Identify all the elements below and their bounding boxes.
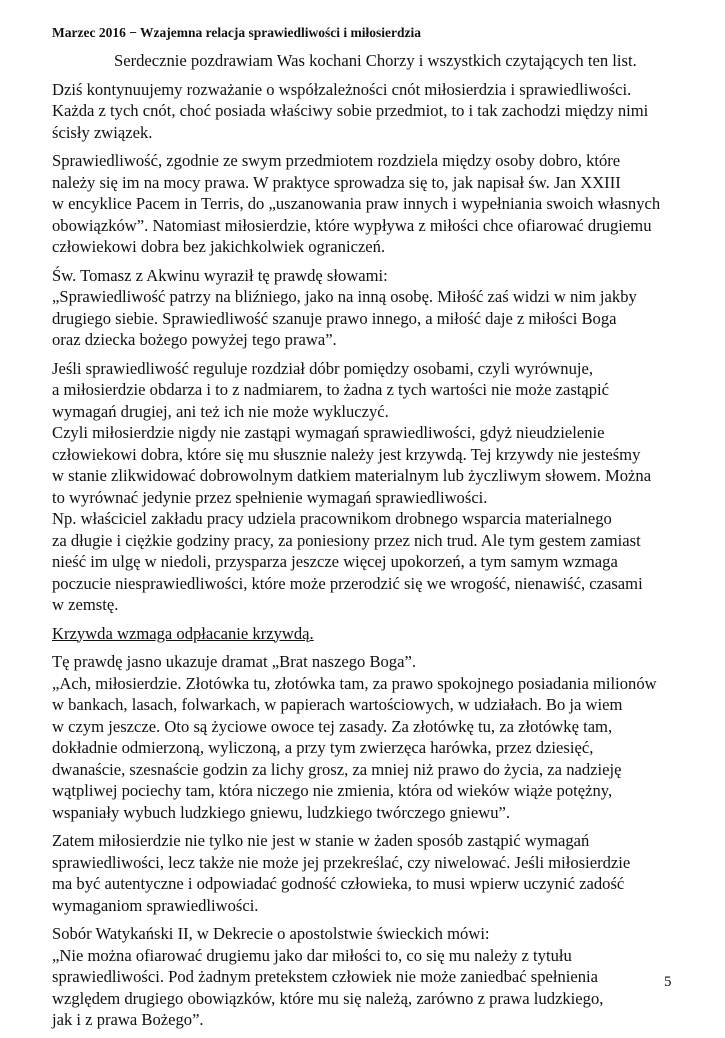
text-line: Sprawiedliwość, zgodnie ze swym przedmiotem rozdziela między osoby dobro, które	[52, 151, 621, 170]
paragraph	[52, 651, 692, 823]
paragraph	[52, 79, 692, 144]
text-line: obowiązków”. Natomiast miłosierdzie, które wypływa z miłości chce ofiarować drugiemu	[52, 215, 652, 235]
text-line: w czym jeszcze. Oto są życiowe owoce tej zasady. Za złotówkę tu, za złotówkę tam,	[52, 716, 613, 736]
text-line: Np. właściciel zakładu pracy udziela pracownikom drobnego wsparcia materialnego	[52, 509, 612, 528]
text-line: Zatem miłosierdzie nie tylko nie jest w stanie w żaden sposób zastąpić wymagań	[52, 831, 590, 850]
underlined-text: Krzywda wzmaga odpłacanie krzywdą.	[52, 623, 314, 643]
text-line: to wyrównać jedynie przez spełnienie wymagań sprawiedliwości.	[52, 487, 488, 507]
document-header: Marzec 2016 − Wzajemna relacja sprawiedliwości i miłosierdzia	[52, 25, 421, 40]
text-line: w bankach, lasach, folwarkach, w papierach wartościowych, w udziałach. Bo ja wiem	[52, 695, 623, 714]
text-line: sprawiedliwości. Pod żadnym pretekstem człowiek nie może zaniedbać spełnienia	[52, 967, 599, 986]
paragraph	[52, 623, 692, 645]
text-line: wymagań drugiej, ani też ich nie może wykluczyć.	[52, 401, 389, 421]
greeting-text: Serdecznie pozdrawiam Was kochani Chorzy i wszystkich czytających ten list.	[114, 51, 637, 70]
text-line: wspaniały wybuch ludzkiego gniewu, ludzkiego twórczego gniewu”.	[52, 802, 511, 822]
text-line: człowiekowi dobra, które się mu słusznie należy jest krzywdą. Tej krzywdy nie jesteśmy	[52, 444, 641, 464]
paragraph	[52, 265, 692, 351]
text-line: ma być autentyczne i odpowiadać godność człowieka, to musi wpierw uczynić zadość	[52, 874, 625, 893]
text-line: dokładnie odmierzoną, wyliczoną, a przy tym zwierzęca harówka, przez dziesięć,	[52, 738, 594, 757]
text-line: jak i z prawa Bożego”.	[52, 1010, 204, 1029]
greeting-line	[52, 50, 692, 72]
text-line: człowiekowi dobra bez jakichkolwiek ograniczeń.	[52, 237, 386, 256]
text-line: Czyli miłosierdzie nigdy nie zastąpi wymagań sprawiedliwości, gdyż nieudzielenie	[52, 423, 605, 442]
text-line: ścisły związek.	[52, 122, 153, 142]
document-body	[52, 50, 692, 1038]
text-line: drugiego siebie. Sprawiedliwość szanuje prawo innego, a miłość daje z miłości Boga	[52, 308, 617, 328]
text-line: Św. Tomasz z Akwinu wyraził tę prawdę słowami:	[52, 265, 388, 285]
text-line: Każda z tych cnót, choć posiada właściwy sobie przedmiot, to i tak zachodzi między nimi	[52, 101, 649, 120]
text-line: sprawiedliwości, lecz także nie może jej przekreślać, czy niwelować. Jeśli miłosierdzie	[52, 852, 631, 872]
text-line: w zemstę.	[52, 595, 119, 614]
paragraph	[52, 923, 692, 1031]
text-line: a miłosierdzie obdarza i to z nadmiarem, to żadna z tych wartości nie może zastąpić	[52, 380, 610, 399]
text-line: dwanaście, szesnaście godzin za lichy grosz, za mniej niż prawo do życia, za nadzieję	[52, 759, 622, 779]
text-line: „Nie można ofiarować drugiemu jako dar miłości to, co się mu należy z tytułu	[52, 945, 572, 965]
text-line: Dziś kontynuujemy rozważanie o współzależności cnót miłosierdzia i sprawiedliwości.	[52, 79, 632, 99]
text-line: wymaganiom sprawiedliwości.	[52, 895, 259, 915]
text-line: „Sprawiedliwość patrzy na bliźniego, jako na inną osobę. Miłość zaś widzi w nim jakby	[52, 287, 637, 306]
text-line: „Ach, miłosierdzie. Złotówka tu, złotówka tam, za prawo spokojnego posiadania milionów	[52, 673, 657, 693]
text-line: w encyklice Pacem in Terris, do „uszanowania praw innych i wypełniania swoich własnych	[52, 194, 661, 213]
text-line: oraz dziecka bożego powyżej tego prawa”.	[52, 330, 337, 349]
paragraph	[52, 358, 692, 616]
text-line: względem drugiego obowiązków, które mu się należą, zarówno z prawa ludzkiego,	[52, 988, 604, 1008]
text-line: Jeśli sprawiedliwość reguluje rozdział dóbr pomiędzy osobami, czyli wyrównuje,	[52, 358, 593, 378]
text-line: wątpliwej pociechy tam, która niczego nie zmienia, która od wieków wiąże potężny,	[52, 781, 613, 800]
text-line: nieść im ulgę w niedoli, przysparza jeszcze więcej upokorzeń, a tym samym wzmaga	[52, 552, 618, 571]
text-line: Sobór Watykański II, w Dekrecie o apostolstwie świeckich mówi:	[52, 924, 490, 943]
page-number: 5	[664, 974, 672, 990]
paragraph	[52, 150, 692, 258]
text-line: w stanie zlikwidować dobrowolnym datkiem materialnym lub życzliwym słowem. Można	[52, 466, 652, 485]
text-line: poczucie niesprawiedliwości, które może przerodzić się we wrogość, nienawiść, czasami	[52, 573, 643, 593]
paragraph	[52, 830, 692, 916]
text-line: Tę prawdę jasno ukazuje dramat „Brat naszego Boga”.	[52, 652, 416, 671]
text-line: za długie i ciężkie godziny pracy, za poniesiony przez nich trud. Ale tym gestem zamiast	[52, 530, 641, 550]
text-line: należy się im na mocy prawa. W praktyce sprowadza się to, jak napisał św. Jan XXIII	[52, 172, 621, 192]
